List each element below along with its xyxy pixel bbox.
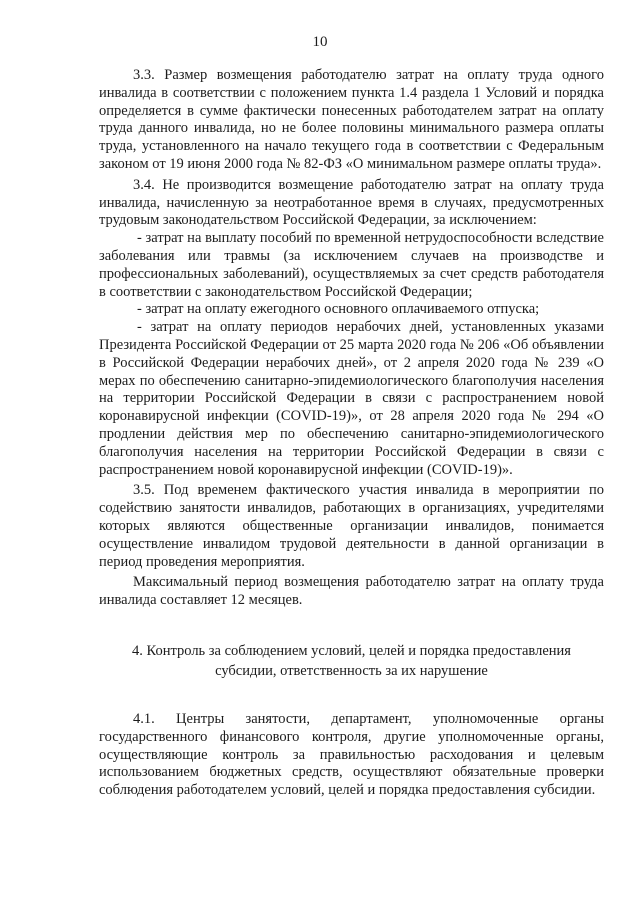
page-number: 10 [312,34,328,50]
document-body [99,67,604,800]
paragraph-max-period: Максимальный период возмещения работодателю затрат на оплату труда инвалида составляет 12 месяцев. [99,574,604,609]
section-4-title: 4. Контроль за соблюдением условий, целей и порядка предоставления субсидии, ответственность за их нарушение [132,642,571,679]
paragraph-3-3: 3.3. Размер возмещения работодателю затрат на оплату труда одного инвалида в соответствии с положением пункта 1.4 раздела 1 Условий и порядка определяется в сумме фактически понесенных работодателем затрат на оплату труда данного инвалида, но не более половины минимального размера оплаты труда, установленного на начало текущего года в соответствии с Федеральным законом от 19 июня 2000 года № 82-ФЗ «О минимальном размере оплаты труда». [99,67,604,172]
paragraph-3-5: 3.5. Под временем фактического участия инвалида в мероприятии по содействию занятости инвалидов, работающих в организациях, учредителями которых являются общественные организации инвалидов, понимается осуществление инвалидом трудовой деятельности в данной организации в период проведения мероприятия. [99,482,604,570]
paragraph-4-1: 4.1. Центры занятости, департамент, уполномоченные органы государственного финансового контроля, другие уполномоченные органы, осуществляющие контроль за правильностью расходования и целевым использованием бюджетных средств, осуществляют обязательные проверки соблюдения работодателем условий, целей и порядка предоставления субсидии. [99,710,604,799]
exception-item-sick-leave: - затрат на выплату пособий по временной нетрудоспособности вследствие заболевания или травмы (за исключением случаев на производстве и профессиональных заболеваний), осуществляемых за счет средств работодателя в соответствии с законодательством Российской Федерации; [99,230,604,300]
exception-item-non-working-days: - затрат на оплату периодов нерабочих дней, установленных указами Президента Российской Федерации от 25 марта 2020 года № 206 «Об объявлении в Российской Федерации нерабочих дней», от 2 апреля 2020 года № 239 «О мерах по обеспечению санитарно-эпидемиологического благополучия населения на территории Российской Федерации в связи с распространением новой коронавирусной инфекции (COVID-19)», от 28 апреля 2020 года № 294 «О продлении действия мер по обеспечению санитарно-эпидемиологического благополучия населения на территории Российской Федерации в связи с распространением новой коронавирусной инфекции (COVID-19)». [99,319,604,478]
paragraph-3-4: 3.4. Не производится возмещение работодателю затрат на оплату труда инвалида, начисленную за неотработанное время в случаях, предусмотренных трудовым законодательством Российской Федерации, за исключением: [99,176,604,229]
exception-item-annual-leave: - затрат на оплату ежегодного основного оплачиваемого отпуска; [137,301,540,318]
